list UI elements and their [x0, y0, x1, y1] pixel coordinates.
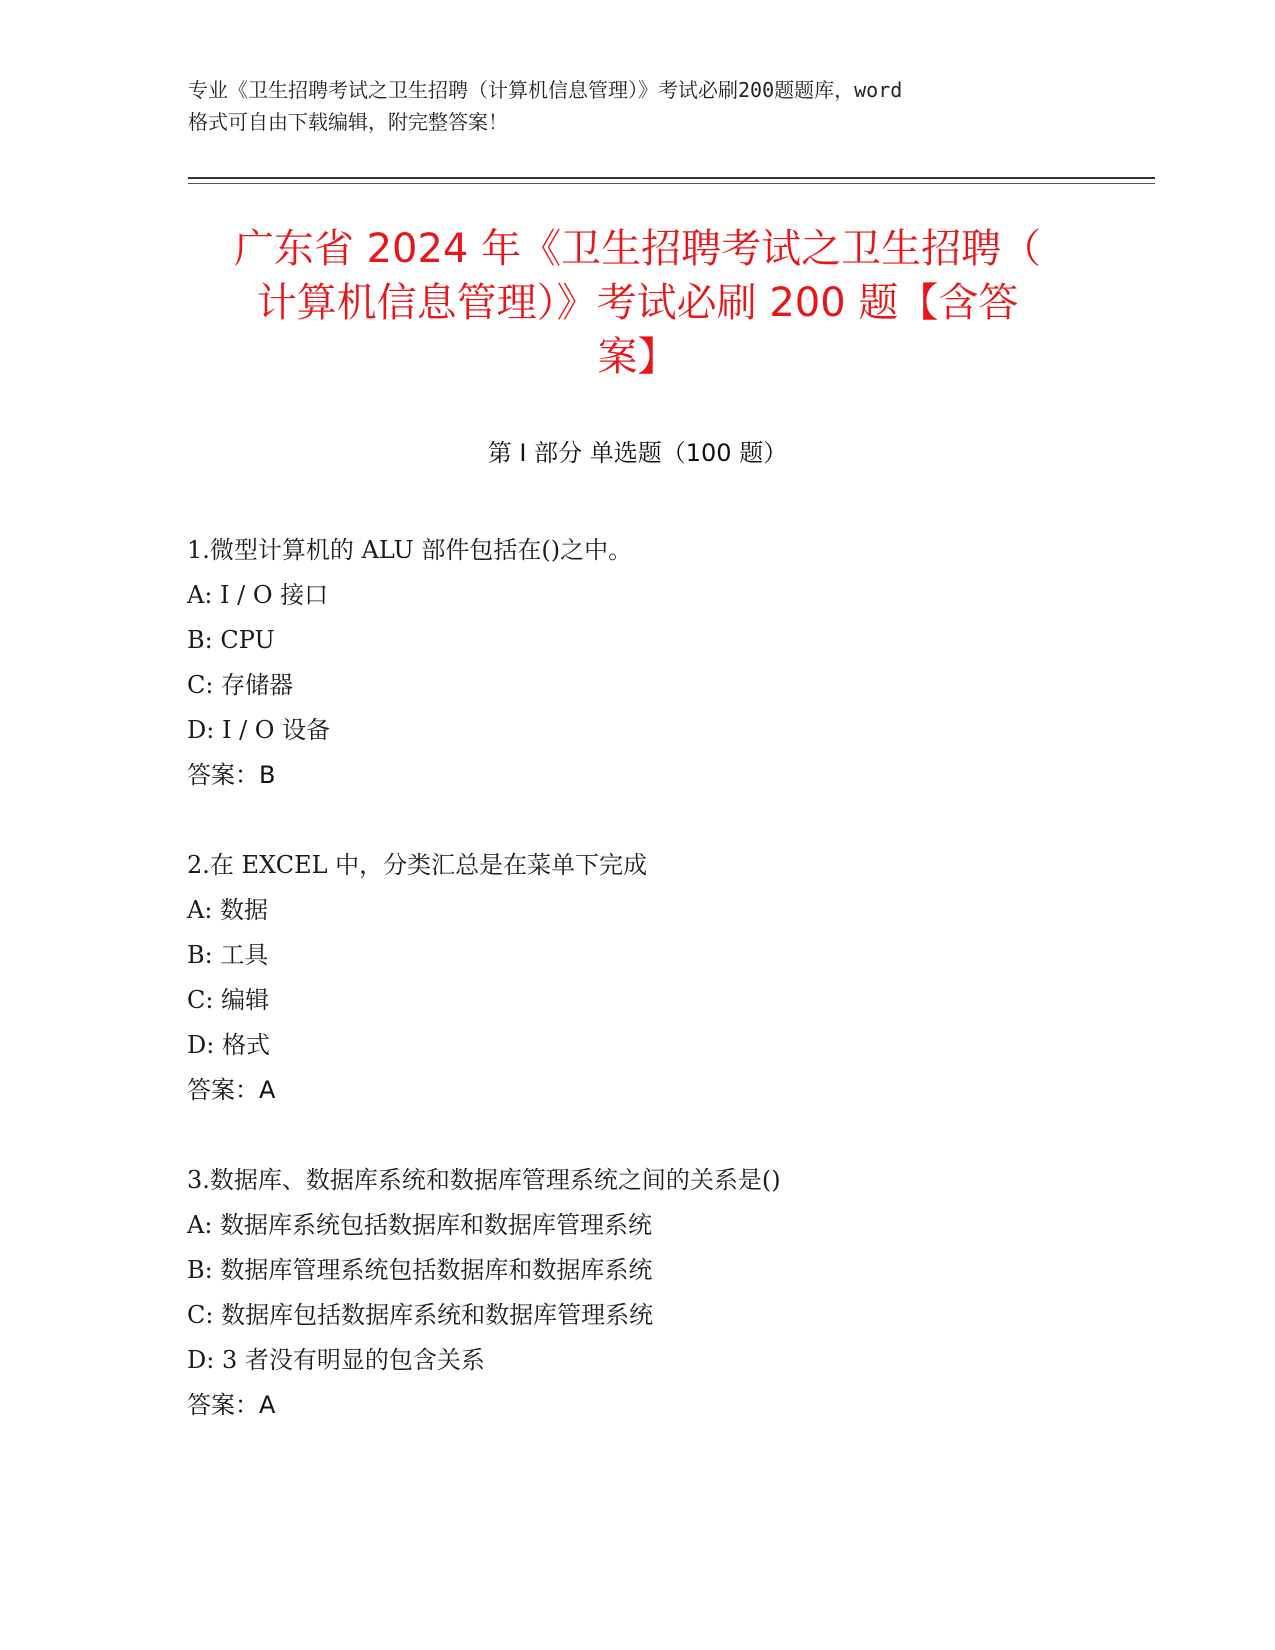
question-option: A: 数据 [187, 896, 269, 924]
question-item [187, 528, 1087, 798]
question-option: D: I / O 设备 [187, 716, 331, 744]
question-list [187, 528, 1087, 1473]
header-note [188, 74, 1088, 138]
section-heading: 第 I 部分 单选题（100 题） [487, 439, 788, 467]
header-divider [188, 183, 1155, 184]
question-answer: 答案：A [187, 1076, 276, 1104]
question-item [187, 1158, 1087, 1428]
question-item [187, 843, 1087, 1113]
title-line: 案】 [597, 334, 678, 380]
question-option: A: I / O 接口 [187, 581, 329, 609]
question-option: B: 工具 [187, 941, 269, 969]
question-option: D: 3 者没有明显的包含关系 [187, 1346, 485, 1374]
question-option: B: CPU [187, 626, 275, 654]
question-option: A: 数据库系统包括数据库和数据库管理系统 [187, 1211, 653, 1239]
question-stem: 2.在 EXCEL 中，分类汇总是在菜单下完成 [187, 851, 648, 879]
header-divider [188, 177, 1155, 179]
header-note-line: 专业《卫生招聘考试之卫生招聘（计算机信息管理）》考试必刷200题题库，word [188, 78, 903, 102]
question-option: D: 格式 [187, 1031, 270, 1059]
question-option: C: 数据库包括数据库系统和数据库管理系统 [187, 1301, 654, 1329]
question-option: B: 数据库管理系统包括数据库和数据库系统 [187, 1256, 653, 1284]
header-note-line: 格式可自由下载编辑，附完整答案！ [188, 110, 508, 134]
question-stem: 1.微型计算机的 ALU 部件包括在()之中。 [187, 536, 633, 564]
question-answer: 答案：A [187, 1391, 276, 1419]
page-title [150, 222, 1125, 384]
title-line: 计算机信息管理）》考试必刷 200 题【含答 [256, 280, 1019, 326]
question-option: C: 编辑 [187, 986, 270, 1014]
question-stem: 3.数据库、数据库系统和数据库管理系统之间的关系是() [187, 1166, 781, 1194]
question-answer: 答案：B [187, 761, 276, 789]
title-line: 广东省 2024 年《卫生招聘考试之卫生招聘（ [233, 226, 1042, 272]
question-option: C: 存储器 [187, 671, 294, 699]
